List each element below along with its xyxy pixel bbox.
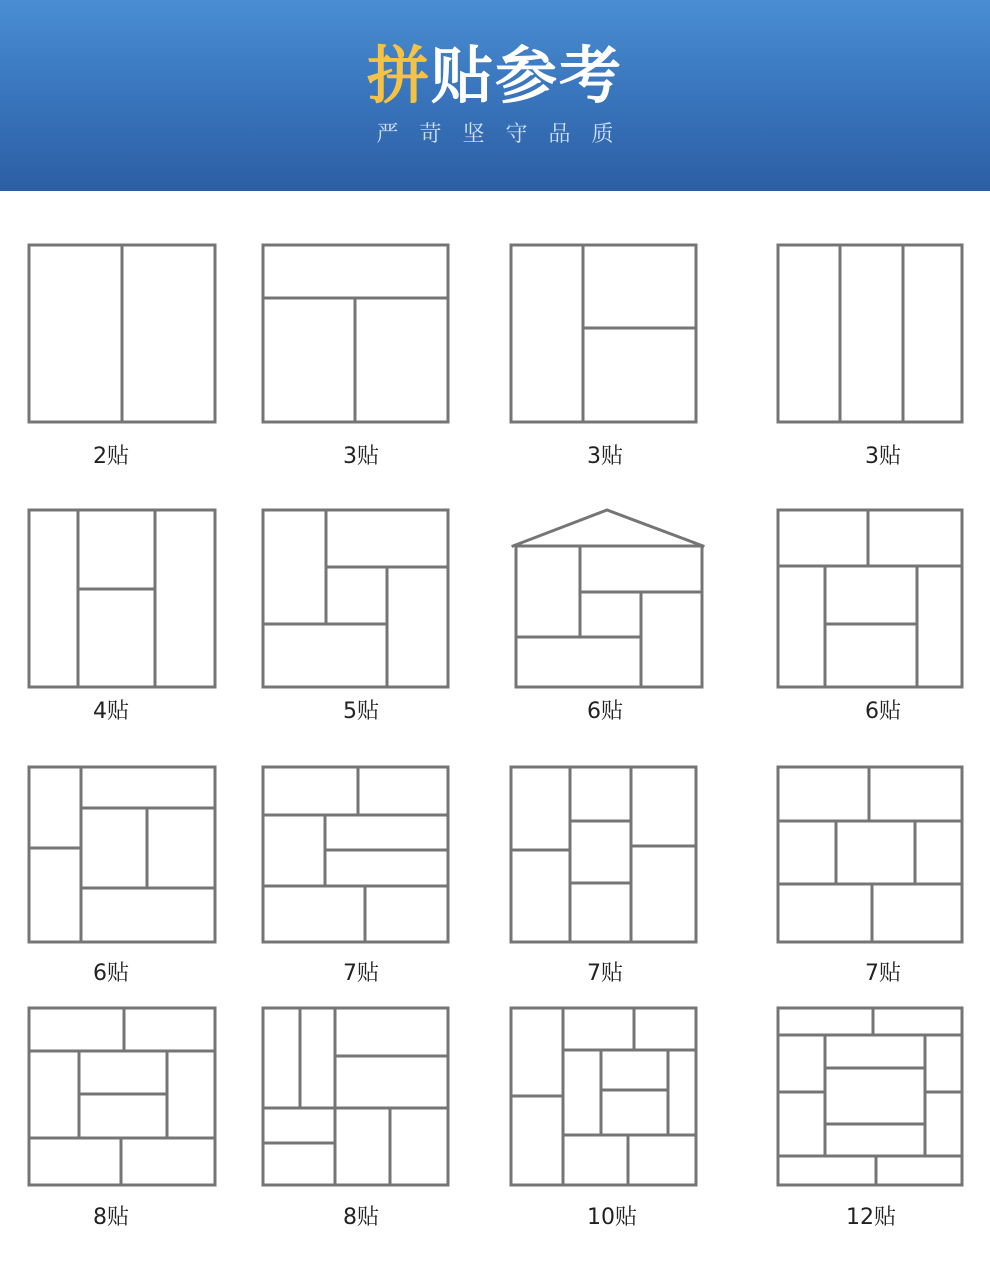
layout-7-panel-b xyxy=(511,767,696,942)
layout-5-panel xyxy=(263,510,448,687)
layout-6-panel-house xyxy=(513,510,703,687)
layout-12-panel xyxy=(778,1008,962,1185)
layout-6-panel-c xyxy=(29,767,215,942)
layout-4-panel xyxy=(29,510,215,687)
title-accent: 拼 xyxy=(366,39,431,112)
layout-label: 6贴 xyxy=(865,699,901,724)
layout-label: 2贴 xyxy=(93,444,129,469)
layout-label: 7贴 xyxy=(587,961,623,986)
layout-label: 7贴 xyxy=(343,961,379,986)
page-subtitle: 严苛坚守品质 xyxy=(376,122,635,147)
layout-label: 3贴 xyxy=(587,444,623,469)
layout-2-panel xyxy=(29,245,215,422)
layout-8-panel-a xyxy=(29,1008,215,1185)
layout-8-panel-b xyxy=(263,1008,448,1185)
layout-3-panel-a xyxy=(263,245,448,422)
layout-7-panel-a xyxy=(263,767,448,942)
layout-6-panel-b xyxy=(778,510,962,687)
layout-7-panel-c xyxy=(778,767,962,942)
layout-label: 5贴 xyxy=(343,699,379,724)
layout-label: 4贴 xyxy=(93,699,129,724)
layout-3-panel-b xyxy=(511,245,696,422)
layout-label: 12贴 xyxy=(846,1205,896,1230)
layout-label: 10贴 xyxy=(587,1205,637,1230)
layout-label: 7贴 xyxy=(865,961,901,986)
title-rest: 贴参考 xyxy=(431,39,624,112)
layout-3-panel-c xyxy=(778,245,962,422)
layout-label: 6贴 xyxy=(587,699,623,724)
layout-label: 8贴 xyxy=(93,1205,129,1230)
layout-label: 3贴 xyxy=(865,444,901,469)
layout-10-panel xyxy=(511,1008,696,1185)
layout-label: 3贴 xyxy=(343,444,379,469)
layout-label: 8贴 xyxy=(343,1205,379,1230)
layout-label: 6贴 xyxy=(93,961,129,986)
